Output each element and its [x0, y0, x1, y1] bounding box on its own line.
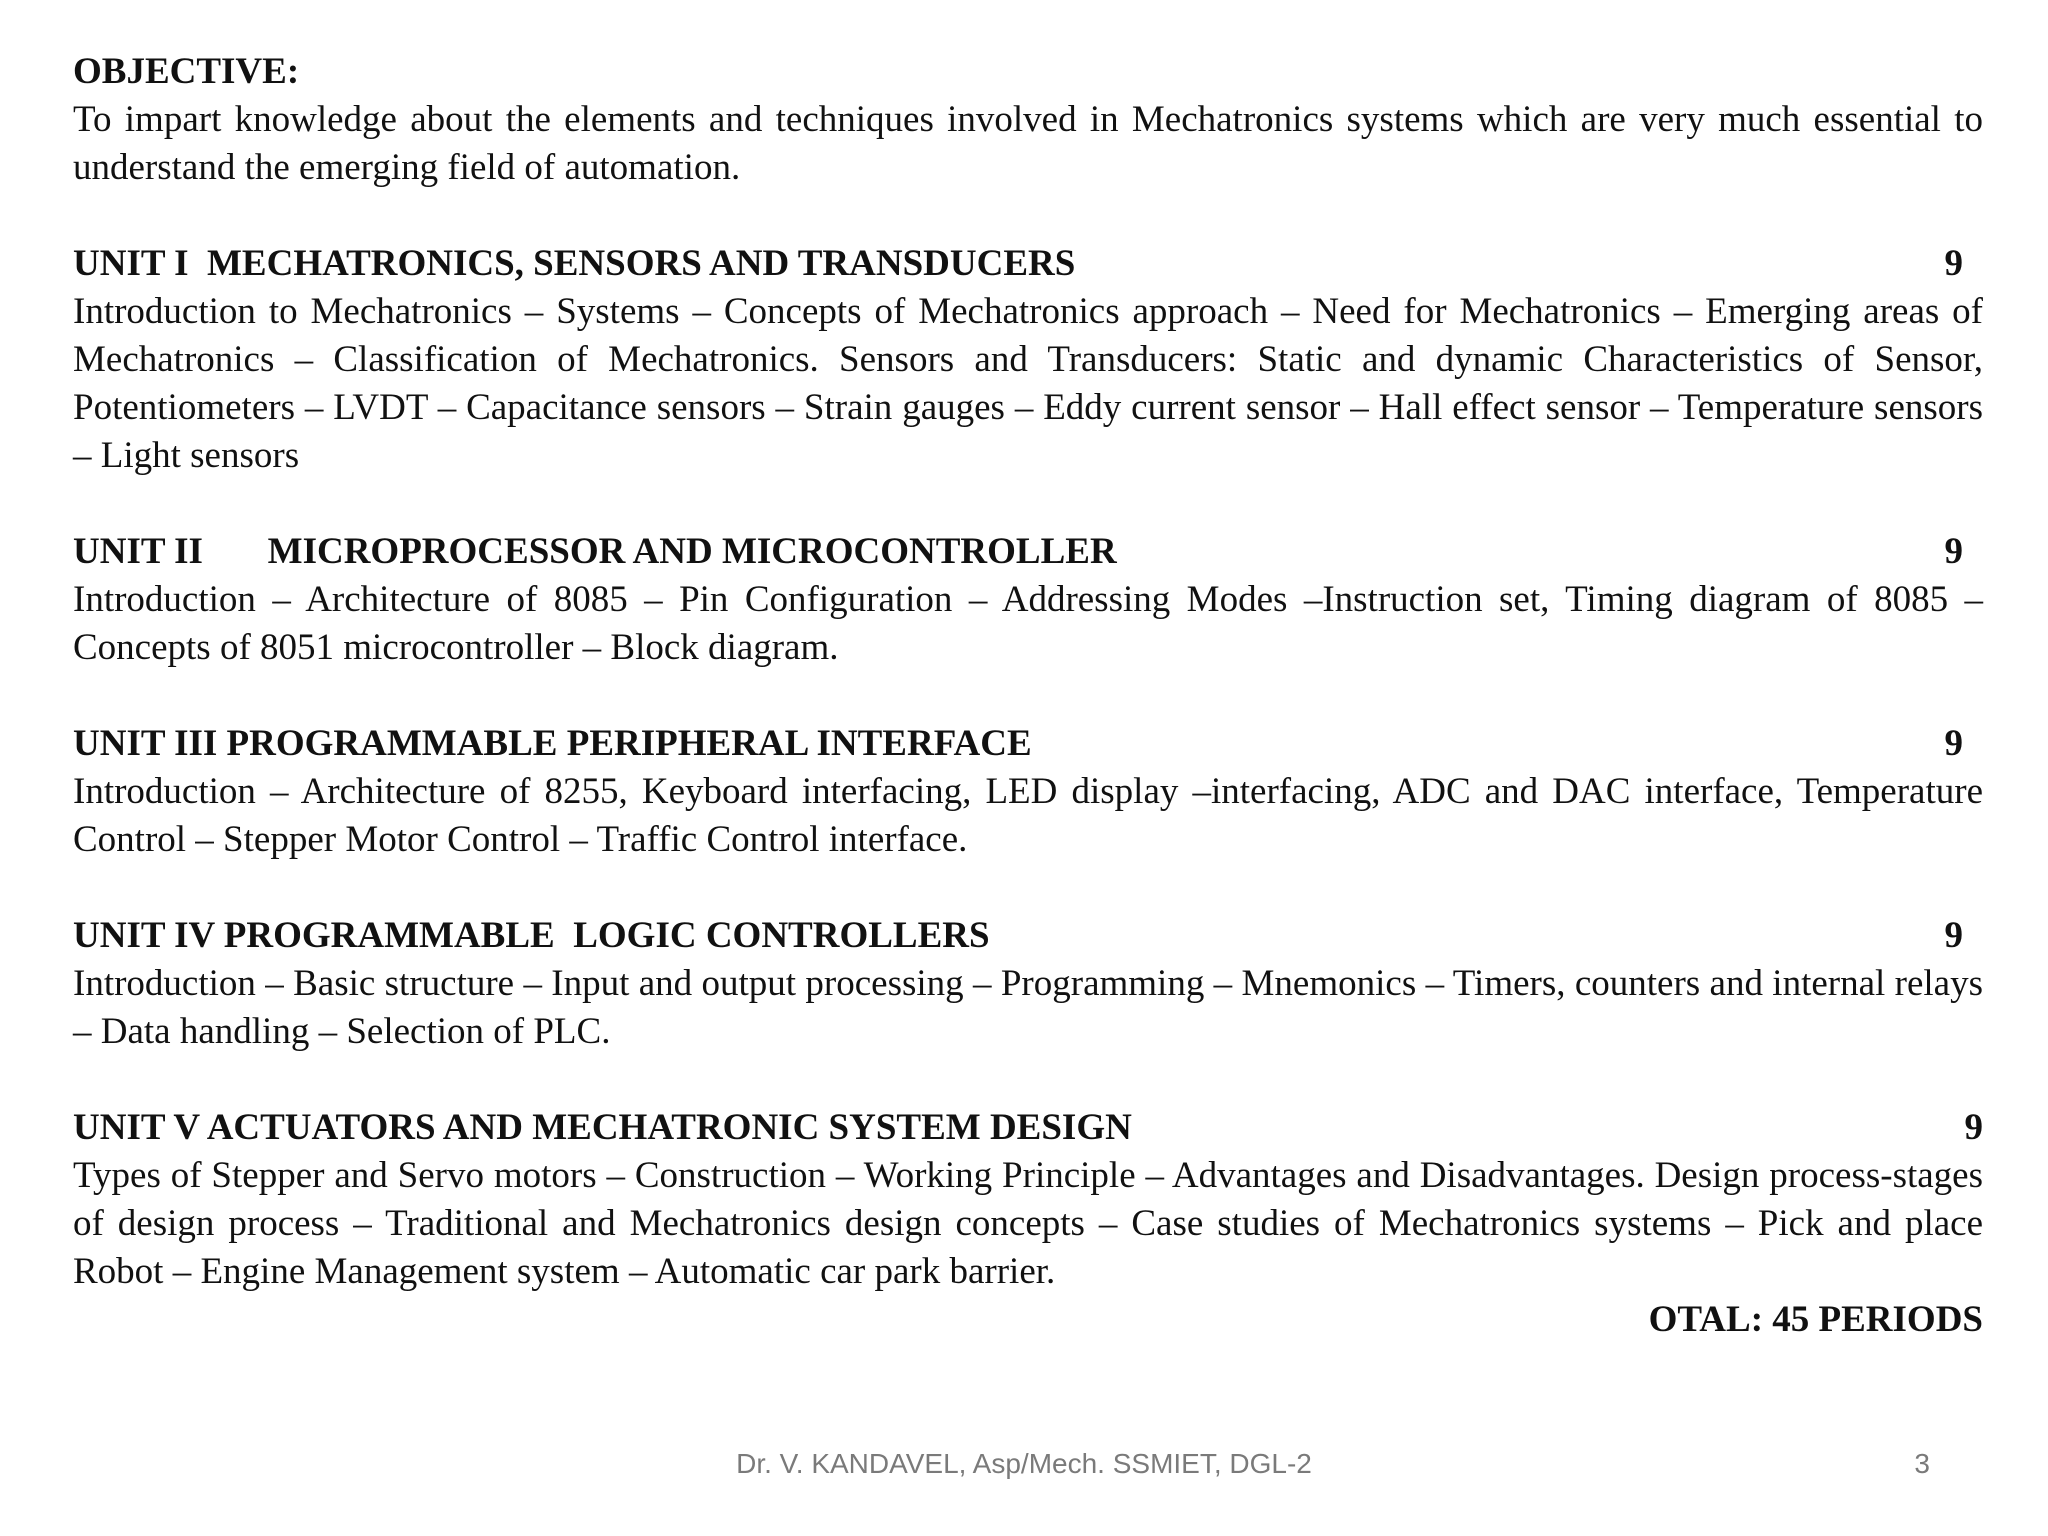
unit-2-title: UNIT II MICROPROCESSOR AND MICROCONTROLLER [73, 531, 1117, 572]
unit-4-title: UNIT IV PROGRAMMABLE LOGIC CONTROLLERS [73, 915, 990, 956]
unit-5-content: Types of Stepper and Servo motors – Construction – Working Principle – Advantages and Disadvantages. Design process-stages of design process – Traditional and Mechatronics design concepts – Case studies of Mechatronics systems – Pick and place Robot – Engine Management system – Automatic car park barrier. [73, 1155, 1983, 1292]
slide-content [73, 48, 1983, 1344]
objective-section [73, 48, 1983, 192]
footer-author: Dr. V. KANDAVEL, Asp/Mech. SSMIET, DGL-2 [736, 1448, 1312, 1479]
unit-3-section [73, 720, 1983, 864]
unit-1-section [73, 240, 1983, 480]
objective-heading: OBJECTIVE: [73, 51, 300, 92]
unit-2-section [73, 528, 1983, 672]
unit-4-content: Introduction – Basic structure – Input and output processing – Programming – Mnemonics – Timers, counters and internal relays – Data handling – Selection of PLC. [73, 963, 1983, 1052]
unit-2-heading [73, 528, 1983, 576]
unit-3-title: UNIT III PROGRAMMABLE PERIPHERAL INTERFACE [73, 723, 1032, 764]
unit-2-content: Introduction – Architecture of 8085 – Pin Configuration – Addressing Modes –Instruction set, Timing diagram of 8085 – Concepts of 8051 microcontroller – Block diagram. [73, 579, 1983, 668]
unit-4-section [73, 912, 1983, 1056]
unit-5-hours: 9 [1964, 1107, 1983, 1148]
page-number: 3 [1914, 1448, 1930, 1479]
unit-4-hours: 9 [1944, 915, 1963, 956]
unit-1-content: Introduction to Mechatronics – Systems – Concepts of Mechatronics approach – Need for Mechatronics – Emerging areas of Mechatronics – Classification of Mechatronics. Sensors and Transducers: Static and dynamic Characteristics of Sensor, Potentiometers – LVDT – Capacitance sensors – Strain gauges – Eddy current sensor – Hall effect sensor – Temperature sensors – Light sensors [73, 291, 1983, 476]
objective-text: To impart knowledge about the elements and techniques involved in Mechatronics systems which are very much essential to understand the emerging field of automation. [73, 99, 1983, 188]
unit-3-content: Introduction – Architecture of 8255, Keyboard interfacing, LED display –interfacing, ADC and DAC interface, Temperature Control – Stepper Motor Control – Traffic Control interface. [73, 771, 1983, 860]
unit-4-heading [73, 912, 1983, 960]
unit-1-heading [73, 240, 1983, 288]
unit-5-section [73, 1104, 1983, 1296]
unit-5-title: UNIT V ACTUATORS AND MECHATRONIC SYSTEM DESIGN [73, 1107, 1132, 1148]
unit-2-hours: 9 [1944, 531, 1963, 572]
unit-5-heading [73, 1104, 1983, 1152]
unit-1-title: UNIT I MECHATRONICS, SENSORS AND TRANSDUCERS [73, 243, 1076, 284]
unit-1-hours: 9 [1944, 243, 1963, 284]
unit-3-heading [73, 720, 1983, 768]
unit-3-hours: 9 [1944, 723, 1963, 764]
total-periods: OTAL: 45 PERIODS [1648, 1299, 1983, 1340]
